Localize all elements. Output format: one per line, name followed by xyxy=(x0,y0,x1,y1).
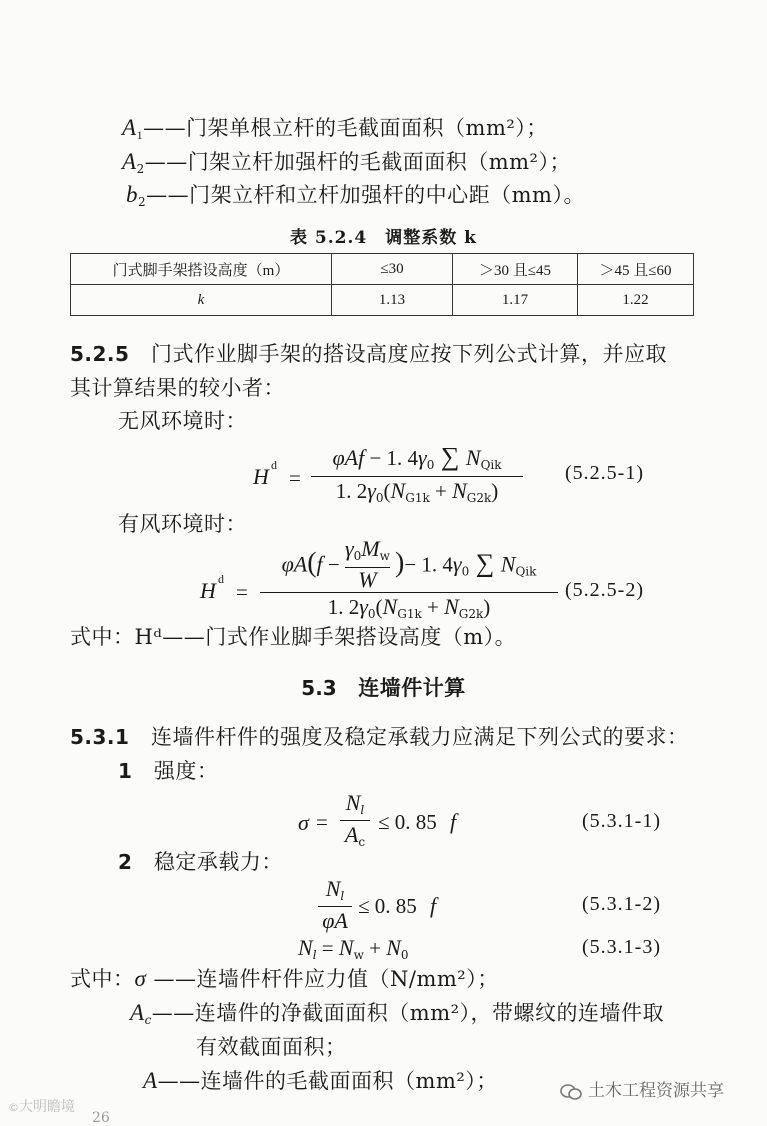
no-wind-label: 无风环境时： xyxy=(118,409,247,433)
item-strength: 1 强度： xyxy=(118,759,219,783)
where-hd: 式中：Hᵈ——门式作业脚手架搭设高度（m）。 xyxy=(70,625,517,649)
page-number: 26 xyxy=(92,1110,110,1126)
equation-5-3-1-3: $N_l = N_w + N_0$ xyxy=(298,935,409,962)
watermark: 土木工程资源共享 xyxy=(560,1076,724,1101)
table-caption: 表 5.2.4 调整系数 k xyxy=(290,228,477,248)
table-cell: 门式脚手架搭设高度（m） xyxy=(71,254,332,285)
adjustment-coefficient-table xyxy=(70,253,694,316)
table-cell: ＞30 且≤45 xyxy=(453,254,578,285)
wechat-icon xyxy=(560,1083,582,1101)
table-cell: 1.17 xyxy=(453,285,578,316)
clause-525-line2: 其计算结果的较小者： xyxy=(70,376,285,400)
table-row xyxy=(71,285,694,316)
def-Ac: Ac——连墙件的净截面面积（mm²），带螺纹的连墙件取 xyxy=(130,1000,665,1027)
equation-number: (5.2.5-1) xyxy=(565,462,644,484)
equation-number: (5.3.1-1) xyxy=(582,810,661,832)
clause-531: 5.3.1 连墙件杆件的强度及稳定承载力应满足下列公式的要求： xyxy=(70,725,689,749)
equation-number: (5.2.5-2) xyxy=(565,579,644,601)
section-title: 5.3 连墙件计算 xyxy=(301,675,466,700)
table-cell: ＞45 且≤60 xyxy=(578,254,694,285)
def-A2: A2——门架立杆加强杆的毛截面面积（mm²）； xyxy=(122,149,571,176)
wind-label: 有风环境时： xyxy=(118,512,247,536)
def-b2: b2——门架立杆和立杆加强杆的中心距（mm）。 xyxy=(126,182,585,209)
table-cell: ≤30 xyxy=(332,254,453,285)
table-cell: 1.13 xyxy=(332,285,453,316)
equation-number: (5.3.1-2) xyxy=(582,893,661,915)
clause-525-line1: 5.2.5 门式作业脚手架的搭设高度应按下列公式计算，并应取 xyxy=(70,342,667,366)
table-header-row xyxy=(71,254,694,285)
table-cell: 1.22 xyxy=(578,285,694,316)
table-cell: k xyxy=(71,285,332,316)
def-A1: $A_1——$门架单根立杆的毛截面面积（mm²）； xyxy=(122,115,548,142)
def-sigma: 式中：σ ——连墙件杆件应力值（N/mm²）； xyxy=(70,966,499,991)
document-page: $A_1——$门架单根立杆的毛截面面积（mm²）； A2——门架立杆加强杆的毛截面面积（mm²）； b2——门架立杆和立杆加强杆的中心距（mm）。 表 5.2.4 调整系数 k 门式脚手架搭设高度（m） ≤30 ＞30 且≤45 ＞45 且≤60 k 1.13 1.17 1.22 5.2.5 门式作业脚手架的搭设高度应按下列公式计算，并应取 其计算结果的较小者： 无风环境时： H d = φAf − 1. $4\gamma_0$ ∑ $N_{Qik}$ 1. $2\gamma_0(N_{G1k} + N_{G2k})$ (5.2.5-1) 有风环境时： H d = φA(f − $\gamma_0M_w$ W )− 1. $4\gamma_0$ ∑ $N_{Qik}$ 1. $2\gamma_0(N_{G1k} + N_{G2k})$ (5.2.5-2) 式中：Hᵈ——门式作业脚手架搭设高度（m）。 5.3 连墙件计算 5.3.1 连墙件杆件的强度及稳定承载力应满足下列公式的要求： 1 强度： σ = $N_l$ $A_c$ ≤ 0. 85 f (5.3.1-1) 2 稳定承载力： $N_l$ φA ≤ 0. 85 f (5.3.1-2) $N_l = N_w + N_0$ (5.3.1-3) 式中：σ ——连墙件杆件应力值（N/mm²）； Ac——连墙件的净截面面积（mm²），带螺纹的连墙件取 有效截面面积； A——连墙件的毛截面面积（mm²）； 土木工程资源共享 ©大明瞻境 26 xyxy=(0,0,767,1122)
equation-number: (5.3.1-3) xyxy=(582,936,661,958)
def-Ac-continued: 有效截面面积； xyxy=(196,1035,347,1059)
watermark-left: ©大明瞻境 xyxy=(8,1099,75,1115)
item-stability: 2 稳定承载力： xyxy=(118,850,283,874)
def-A: A——连墙件的毛截面面积（mm²）； xyxy=(143,1068,498,1093)
